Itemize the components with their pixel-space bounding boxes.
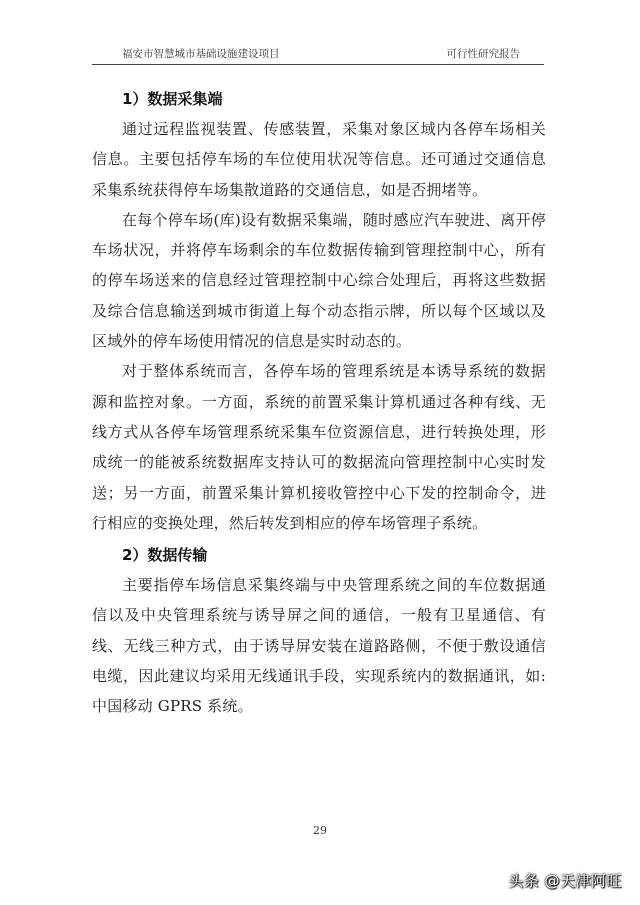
document-body: [92, 70, 546, 722]
source-watermark: 头条 @天津阿旺: [508, 872, 622, 890]
paragraph: 对于整体系统而言，各停车场的管理系统是本诱导系统的数据源和监控对象。一方面，系统的前置采集计算机通过各种有线、无线方式从各停车场管理系统采集车位资源信息，进行转换处理，形成统一的能被系统数据库支持认可的数据流向管理控制中心实时发送；另一方面，前置采集计算机接收管控中心下发的控制命令，进行相应的变换处理，然后转发到相应的停车场管理子系统。: [92, 362, 546, 532]
page-header: [92, 46, 544, 64]
header-project-title: 福安市智慧城市基础设施建设项目: [122, 48, 280, 60]
paragraph: 通过远程监视装置、传感装置，采集对象区域内各停车场相关信息。主要包括停车场的车位使用状况等信息。还可通过交通信息采集系统获得停车场集散道路的交通信息，如是否拥堵等。: [92, 120, 546, 199]
paragraph: 主要指停车场信息采集终端与中央管理系统之间的车位数据通信以及中央管理系统与诱导屏之间的通信，一般有卫星通信、有线、无线三种方式，由于诱导屏安装在道路路侧，不便于敷设通信电缆，因此建议均采用无线通讯手段，实现系统内的数据通讯，如:中国移动 GPRS 系统。: [92, 576, 546, 716]
section-heading-data-collection: 1）数据采集端: [122, 90, 223, 108]
page-number: 29: [313, 824, 327, 837]
section-heading-data-transmission: 2）数据传输: [122, 546, 208, 565]
header-report-type: 可行性研究报告: [446, 48, 520, 60]
paragraph: 在每个停车场(库)设有数据采集端，随时感应汽车驶进、离开停车场状况，并将停车场剩余的车位数据传输到管理控制中心，所有的停车场送来的信息经过管理控制中心综合处理后，再将这些数据及综合信息输送到城市街道上每个动态指示牌，所以每个区域以及区域外的停车场使用情况的信息是实时动态的。: [92, 210, 546, 351]
header-divider: [92, 64, 544, 65]
